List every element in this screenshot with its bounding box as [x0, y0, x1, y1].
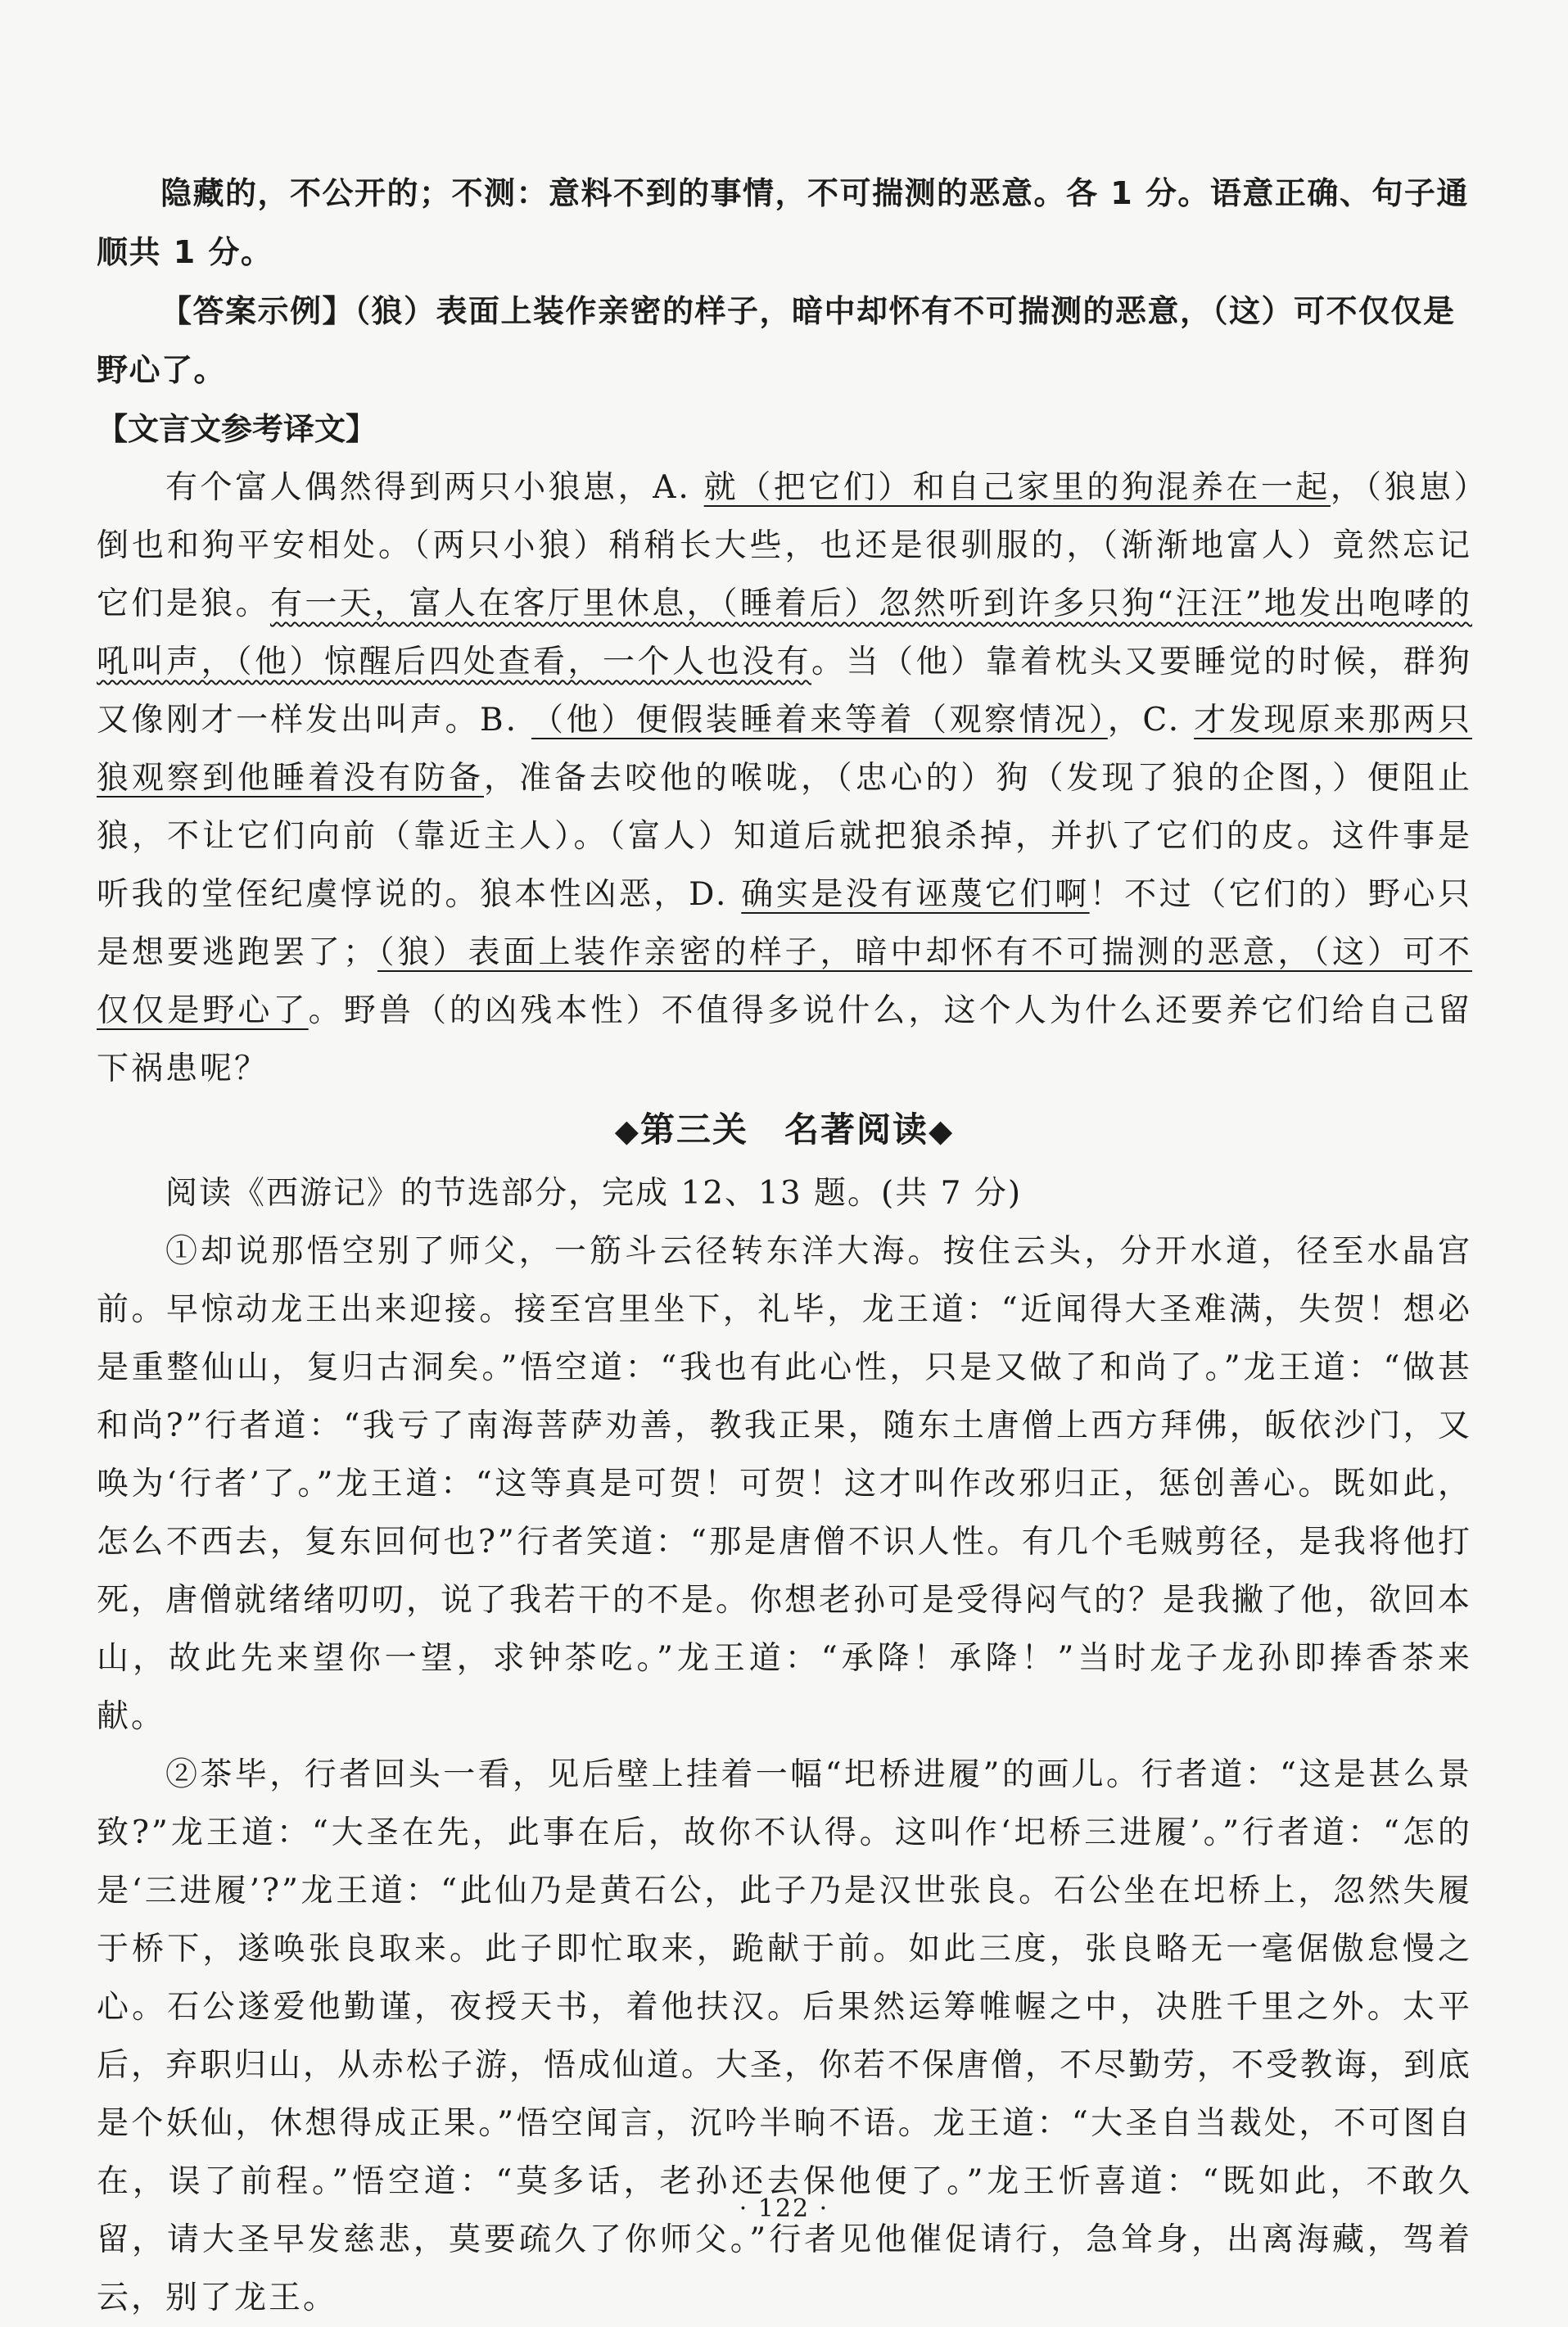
translation-text: ，C. — [1107, 702, 1195, 739]
translation-label: 【文言文参考译文】 — [97, 411, 377, 447]
page-number: · 122 · — [739, 2194, 829, 2223]
diamond-icon: ◆ — [614, 1113, 640, 1149]
document-page — [97, 164, 1472, 2327]
translation-text: 有个富人偶然得到两只小狼崽，A. — [165, 469, 704, 506]
section-title: 第三关 名著阅读 — [639, 1109, 929, 1150]
passage-paragraph-2: ②茶毕，行者回头一看，见后壁上挂着一幅“圯桥进履”的画儿。行者道：“这是甚么景致?”龙王道：“大圣在先，此事在后，故你不认得。这叫作‘圯桥三进履’。”行者道：“怎的是‘三进履’?”龙王道：“此仙乃是黄石公，此子乃是汉世张良。石公坐在圯桥上，忽然失履于桥下，遂唤张良取来。此子即忙取来，跪献于前。如此三度，张良略无一毫倨傲怠慢之心。石公遂爱他勤谨，夜授天书，着他扶汉。后果然运筹帷幄之中，决胜千里之外。太平后，弃职归山，从赤松子游，悟成仙道。大圣，你若不保唐僧，不尽勤劳，不受教诲，到底是个妖仙，休想得成正果。”悟空闻言，沉吟半晌不语。龙王道：“大圣自当裁处，不可图自在，误了前程。”悟空道：“莫多话，老孙还去保他便了。”龙王忻喜道：“既如此，不敢久留，请大圣早发慈悲，莫要疏久了你师父。”行者见他催促请行，急耸身，出离海藏，驾着云，别了龙王。 — [97, 1756, 1473, 2316]
answer-block — [97, 164, 1472, 400]
translation-paragraph — [97, 459, 1472, 1098]
translation-body — [97, 459, 1472, 1098]
translation-text: 。野兽（的凶残本性）不值得多说什么，这个人为什么还要养它们给自己留下祸患呢？ — [97, 992, 1472, 1087]
translation-text: 。当（他）靠着枕头又要睡觉的时候，群狗又像刚才一样发出叫声。B. — [97, 644, 1472, 739]
underlined-sentence-a: 就（把它们）和自己家里的狗混养在一起 — [703, 469, 1331, 506]
answer-example: 【答案示例】（狼）表面上装作亲密的样子，暗中却怀有不可揣测的恶意，（这）可不仅仅是野心了。 — [97, 293, 1456, 388]
translation-text: ！不过（它们的）野心只是想要逃跑罢了； — [97, 876, 1472, 971]
wavy-underlined-sentence: 有一天，富人在客厅里休息，（睡着后）忽然听到许多只狗“汪汪”地发出咆哮的吼叫声，（他）惊醒后四处查看，一个人也没有 — [97, 585, 1472, 680]
answer-scoring-text: 隐藏的，不公开的；不测：意料不到的事情，不可揣测的恶意。各 1 分。语意正确、句子通顺共 1 分。 — [97, 175, 1469, 270]
underlined-sentence-b: （他）便假装睡着来等着（观察情况） — [531, 702, 1108, 739]
reading-instructions: 阅读《西游记》的节选部分，完成 12、13 题。(共 7 分) — [165, 1175, 1023, 1212]
diamond-icon: ◆ — [929, 1113, 955, 1149]
section-heading — [97, 1101, 1472, 1159]
underlined-sentence-d: 确实是没有诬蔑它们啊 — [741, 876, 1090, 913]
passage-body — [97, 1222, 1472, 2327]
translation-text: ，（狼崽）倒也和狗平安相处。（两只小狼）稍稍长大些，也还是很驯服的，（渐渐地富人）竟然忘记它们是狼。 — [97, 469, 1472, 622]
underlined-sentence-c: 才发现原来那两只狼观察到他睡着没有防备 — [97, 702, 1472, 797]
underlined-sentence-answer: （狼）表面上装作亲密的样子，暗中却怀有不可揣测的恶意，（这）可不仅仅是野心了 — [97, 934, 1472, 1029]
translation-text: ，准备去咬他的喉咙，（忠心的）狗（发现了狼的企图，）便阻止狼，不让它们向前（靠近主人）。（富人）知道后就把狼杀掉，并扒了它们的皮。这件事是听我的堂侄纪虞惇说的。狼本性凶恶，D. — [97, 760, 1472, 913]
passage-paragraph-1: ①却说那悟空别了师父，一筋斗云径转东洋大海。按住云头，分开水道，径至水晶宫前。早惊动龙王出来迎接。接至宫里坐下，礼毕，龙王道：“近闻得大圣难满，失贺！想必是重整仙山，复归古洞矣。”悟空道：“我也有此心性，只是又做了和尚了。”龙王道：“做甚和尚?”行者道：“我亏了南海菩萨劝善，教我正果，随东土唐僧上西方拜佛，皈依沙门，又唤为‘行者’了。”龙王道：“这等真是可贺！可贺！这才叫作改邪归正，惩创善心。既如此，怎么不西去，复东回何也?”行者笑道：“那是唐僧不识人性。有几个毛贼剪径，是我将他打死，唐僧就绪绪叨叨，说了我若干的不是。你想老孙可是受得闷气的？是我撇了他，欲回本山，故此先来望你一望，求钟茶吃。”龙王道：“承降！承降！”当时龙子龙孙即捧香茶来献。 — [97, 1233, 1473, 1735]
